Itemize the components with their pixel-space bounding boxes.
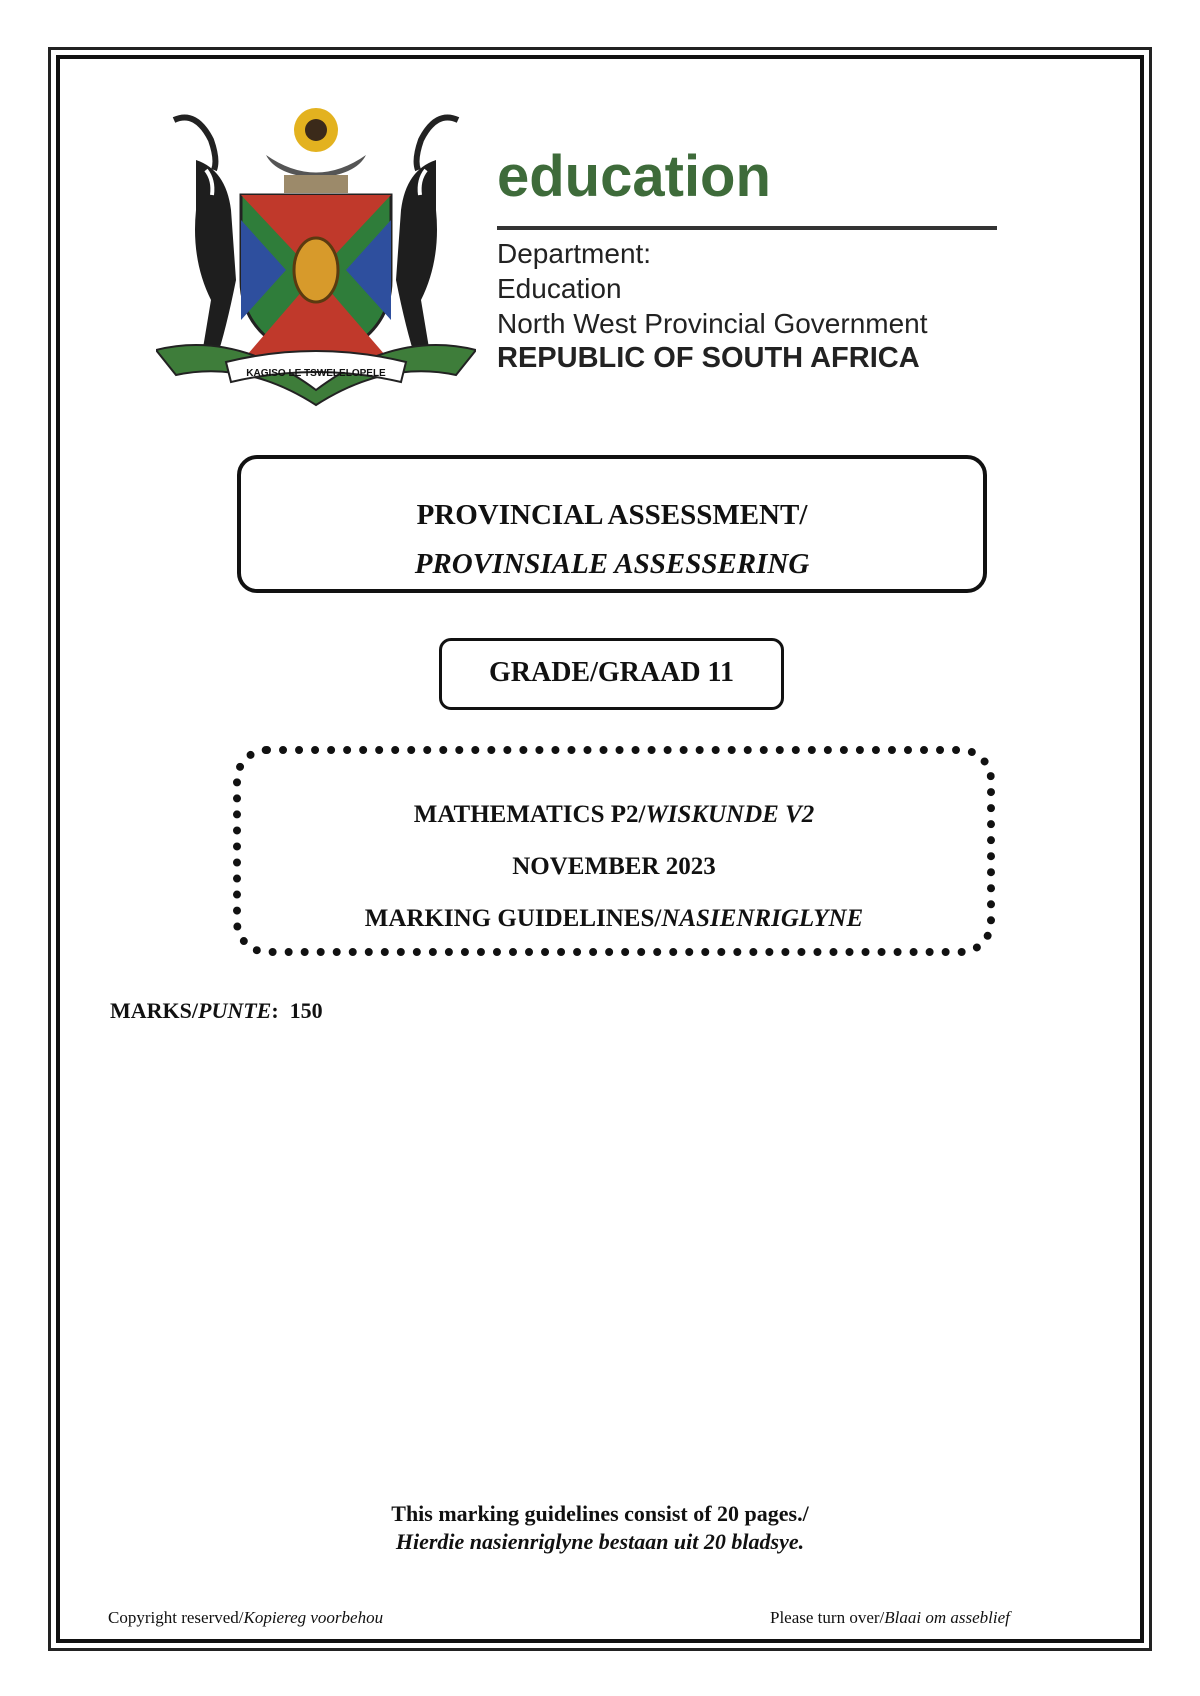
page-count-note [0, 1500, 1200, 1556]
header-divider [497, 226, 997, 230]
subject-en: MATHEMATICS P2/ [413, 801, 646, 828]
turn-over-en: Please turn over/ [770, 1608, 885, 1627]
guidelines-en: MARKING GUIDELINES/ [364, 905, 662, 932]
exam-date: NOVEMBER 2023 [512, 853, 716, 880]
subject-af: WISKUNDE V2 [645, 801, 815, 828]
page-count-en: This marking guidelines consist of 20 pages./ [391, 1501, 809, 1526]
copyright-en: Copyright reserved/ [108, 1608, 244, 1627]
footer-turn-over [770, 1608, 1010, 1628]
turn-over-af: Blaai om asseblief [884, 1608, 1010, 1627]
copyright-af: Kopiereg voorbehou [243, 1608, 384, 1627]
coat-of-arms-logo [156, 100, 476, 410]
marks-value: 150 [289, 998, 323, 1023]
assessment-title-af: PROVINSIALE ASSESSERING [414, 548, 810, 580]
assessment-title-box [237, 455, 987, 593]
shield-icon [241, 195, 391, 362]
department-name: Education [497, 273, 622, 304]
education-wordmark: education [497, 144, 771, 209]
footer-copyright [108, 1608, 383, 1628]
country-name: REPUBLIC OF SOUTH AFRICA [497, 342, 920, 374]
government-name: North West Provincial Government [497, 308, 928, 339]
department-label: Department: [497, 238, 652, 269]
subject-line [241, 789, 987, 841]
antelope-right-icon [396, 118, 458, 361]
assessment-title-en: PROVINCIAL ASSESSMENT/ [416, 499, 808, 531]
guidelines-af: NASIENRIGLYNE [661, 905, 864, 932]
guidelines-line [241, 893, 987, 945]
department-block [497, 236, 928, 376]
subject-box [233, 746, 995, 956]
total-marks: MARKS/PUNTE: 150 [110, 998, 323, 1023]
antelope-left-icon [174, 118, 236, 361]
marks-label-af: PUNTE [198, 998, 272, 1023]
page-count-af: Hierdie nasienriglyne bestaan uit 20 bladsye. [395, 1529, 805, 1554]
sunflower-icon [294, 108, 338, 152]
marks-label-en: MARKS/ [110, 998, 198, 1023]
crest-motto: KAGISO LE TSWELELOPELE [246, 368, 386, 379]
grade-box: GRADE/GRAAD 11 [439, 638, 784, 710]
